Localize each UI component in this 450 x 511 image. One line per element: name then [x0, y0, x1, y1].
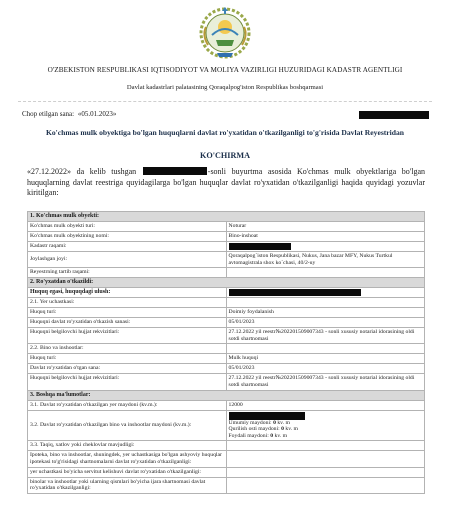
table-row: [28, 268, 425, 278]
footprint-area-label: Qurilish osti maydoni:: [228, 426, 280, 433]
redacted-order-number: [143, 167, 207, 175]
row-label: Huquqni davlat ro'yxatidan o'tkazish sanasi:: [28, 318, 227, 328]
total-area-label: Umumiy maydoni:: [228, 419, 272, 426]
row-value: [226, 288, 425, 298]
row-value: [226, 441, 425, 451]
section-row: [28, 212, 425, 222]
extract-table: [27, 211, 425, 494]
intro-part1: «27.12.2022» da kelib tushgan: [27, 167, 137, 176]
section-header: 2. Ro'yxatdan o'tkazildi:: [28, 278, 425, 288]
table-row: [28, 410, 425, 441]
print-date-value: «05.01.2023»: [77, 110, 117, 118]
row-label: 3.3. Taqiq, xatlov yoki cheklovlar mavjudligi:: [28, 441, 227, 451]
row-label: binolar va inshootlar yoki ularning qismlari bo'yicha ijara shartnomasi davlat ro'yxatidan o'tkazilganligi:: [28, 477, 227, 493]
row-value: [226, 467, 425, 477]
row-value: Qoraqalpog`iston Respublikasi, Nukus, Jana bazar MFY, Nukus Turtkul avtomagistrala shox ko`chasi, 40/2-uy: [226, 252, 425, 268]
table-row: [28, 374, 425, 390]
row-label: 2.2. Bino va inshootlar:: [28, 344, 227, 354]
row-value: [226, 268, 425, 278]
table-row: [28, 451, 425, 467]
row-value: [226, 477, 425, 493]
intro-paragraph: [27, 167, 425, 199]
table-row: [28, 232, 425, 242]
print-date: [22, 110, 116, 118]
row-label: Huquq turi:: [28, 354, 227, 364]
total-area-value: 0: [273, 419, 276, 426]
row-label: Reyestrning tartib raqami:: [28, 268, 227, 278]
row-value: Bino-inshoat: [226, 232, 425, 242]
table-row: [28, 364, 425, 374]
section-header: 1. Ko'chmas mulk obyekti:: [28, 212, 425, 222]
footprint-area-unit: kv. m: [285, 426, 298, 433]
table-row: [28, 467, 425, 477]
table-row: [28, 252, 425, 268]
redacted-cadastre-number: [229, 243, 291, 250]
row-value: [226, 298, 425, 308]
row-label: 2.1. Yer uchastkasi:: [28, 298, 227, 308]
row-value: Noturar: [226, 222, 425, 232]
row-value: 27.12.2022 yil reestr№202201509007343 - sonli xususiy notarial idorasining oldi sotdi shartnomasi: [226, 374, 425, 390]
row-label: Joylashgan joyi:: [28, 252, 227, 268]
table-row: [28, 298, 425, 308]
row-value: 05/01/2023: [226, 364, 425, 374]
section-row: [28, 390, 425, 400]
table-row: [28, 477, 425, 493]
row-label: Ko'chmas mulk obyektining nomi:: [28, 232, 227, 242]
divider: [18, 101, 432, 102]
department-name: Davlat kadastrlari palatasining Qoraqalpog'iston Respublikas boshqarmasi: [126, 84, 324, 91]
row-label: Huquq turi:: [28, 308, 227, 318]
section-row: [28, 278, 425, 288]
row-value: [226, 451, 425, 467]
document-subtitle: KO'CHIRMA: [199, 151, 251, 160]
row-label: Davlat ro'yxatidan o'tgan sana:: [28, 364, 227, 374]
row-label: Huquqni belgilovchi hujjat rekvizitlari:: [28, 374, 227, 390]
table-row: [28, 318, 425, 328]
section-header: 3. Boshqa ma'lumotlar:: [28, 390, 425, 400]
table-row: [28, 288, 425, 298]
row-value: 05/01/2023: [226, 318, 425, 328]
row-label: yer uchastkasi bo'yicha servitut kelishuvi davlat ro'yxatidan o'tkazilganligi:: [28, 467, 227, 477]
row-label: Ko'chmas mulk obyekti turi:: [28, 222, 227, 232]
row-label: 3.1. Davlat ro'yxatidan o'tkazilgan yer maydoni (kv.m.):: [28, 400, 227, 410]
row-label: Huquqni belgilovchi hujjat rekvizitlari:: [28, 328, 227, 344]
table-row: [28, 344, 425, 354]
table-row: [28, 242, 425, 252]
intro-part2: -sonli buyurtma asosida Ko'chmas mulk obyektlariga bo'lgan huquqlarning davlat reestriga quyidagilarga bo'lgan huquqlar davlat ro'yxatidan o'tkazilganligi haqida quyidagi yozuvlar kiritilgan:: [27, 167, 426, 197]
document-title: Ko'chmas mulk obyektiga bo'lgan huquqlarni davlat ro'yxatidan o'tkazilganligi to'g'risida Davlat Reyestridan: [45, 128, 405, 137]
footprint-area-value: 0: [281, 426, 284, 433]
useful-area-value: 0: [270, 432, 274, 439]
table-row: [28, 308, 425, 318]
table-row: [28, 354, 425, 364]
row-value: 27.12.2022 yil reestr№202201509007343 - sonli xususiy notarial idorasining oldi sotdi shartnomasi: [226, 328, 425, 344]
row-value: [226, 242, 425, 252]
useful-area-label: Foydali maydoni:: [228, 432, 269, 439]
row-value: [226, 410, 425, 441]
row-label: 3.2. Davlat ro'yxatidan o'tkazilgan bino va inshootlar maydoni (kv.m.):: [28, 410, 227, 441]
row-value: Doimiy foydalanish: [226, 308, 425, 318]
row-label: Ipoteka, bino va inshootlar, shuningdek, yer uchastkasiga bo'lgan ashyoviy huquqlar ipotekasi to'g'risidagi shartnomalarni davlat ro'yxatidan o'tkazilganligi:: [28, 451, 227, 467]
redacted-owner: [229, 289, 361, 296]
redacted-document-number: [359, 111, 429, 119]
row-label: Huquq egasi, huquqdagi ulush:: [28, 288, 227, 298]
state-emblem: [198, 5, 252, 61]
row-label: Kadastr raqami:: [28, 242, 227, 252]
print-date-label: Chop etilgan sana:: [22, 110, 75, 118]
redacted-building-info: [229, 412, 305, 420]
total-area-unit: kv. m: [277, 419, 290, 426]
useful-area-unit: kv. m: [274, 432, 288, 439]
row-value: 12000: [226, 400, 425, 410]
table-row: [28, 222, 425, 232]
row-value: [226, 344, 425, 354]
agency-name: O'ZBEKISTON RESPUBLIKASI IQTISODIYOT VA MOLIYA VAZIRLIGI HUZURIDAGI KADASTR AGENTLIGI: [47, 66, 403, 74]
table-row: [28, 441, 425, 451]
table-row: [28, 328, 425, 344]
table-row: [28, 400, 425, 410]
row-value: Mulk huquqi: [226, 354, 425, 364]
